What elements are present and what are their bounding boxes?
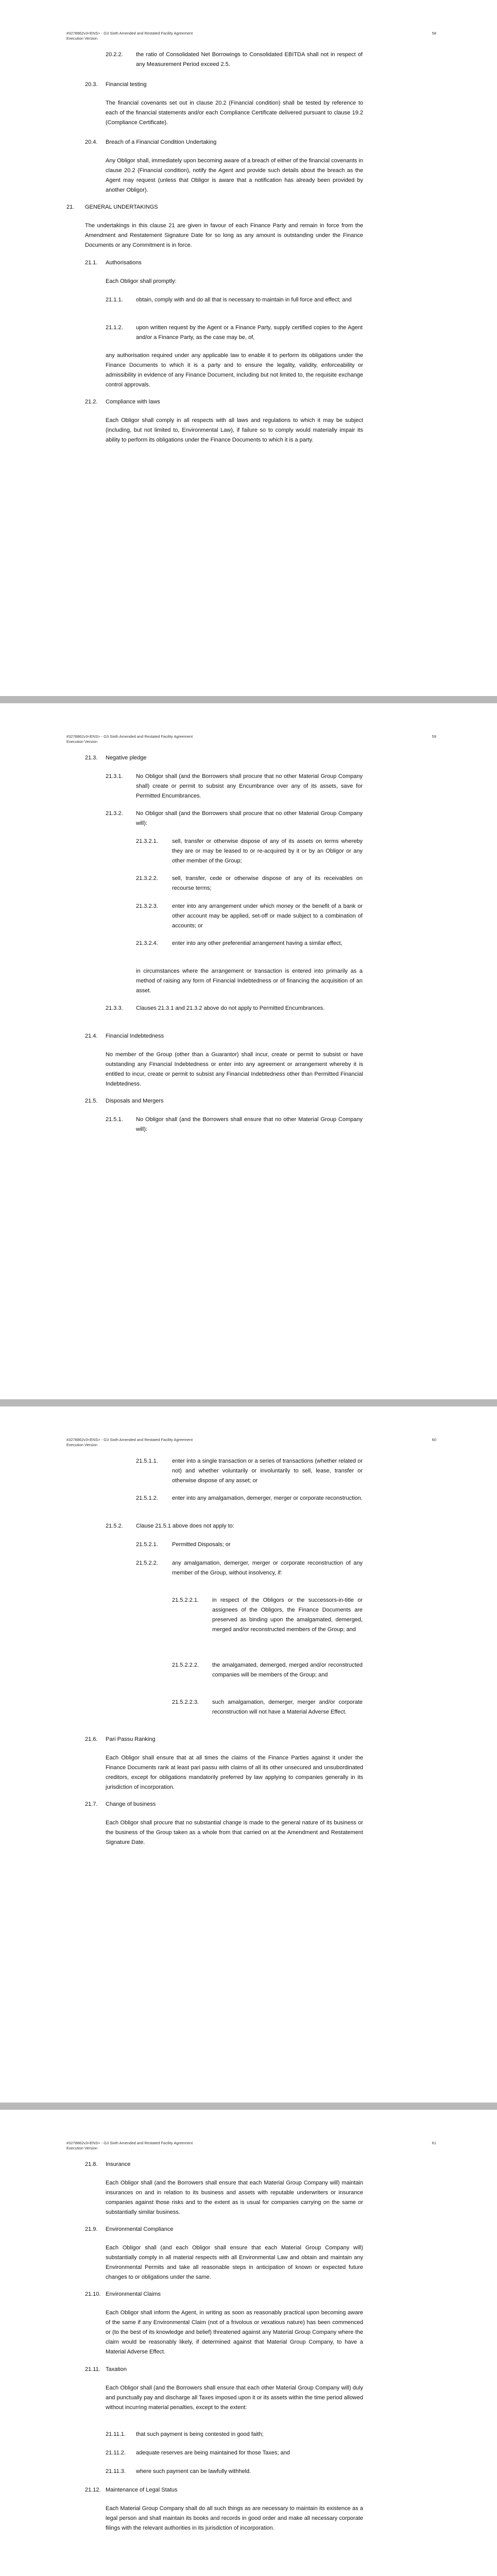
paragraph: in circumstances where the arrangement or transaction is entered into primarily as a method of raising any form of Financial Indebtedness or of financing the acquisition of an asset. <box>136 968 363 994</box>
clause-number: 21.5.2.2.1. <box>172 1597 199 1603</box>
paragraph: Each Obligor shall ensure that at all times the claims of the Finance Parties against it under the Finance Documents rank at least pari passu with claims of all its other unsecured and unsubordinated creditors, except for obligations mandatorily preferred by law applying to companies generally in its jurisdiction of incorporation. <box>106 1755 363 1790</box>
clause-heading: Maintenance of Legal Status <box>106 2487 178 2493</box>
paragraph: The financial covenants set out in clause 20.2 (Financial condition) shall be tested by reference to each of the financial statements and/or each Compliance Certificate delivered pursuant to clause 19.2 (Compliance Certificate). <box>106 100 363 126</box>
clause-heading: Environmental Compliance <box>106 2226 174 2232</box>
clause-heading: Environmental Claims <box>106 2291 161 2297</box>
clause-text: No Obligor shall (and the Borrowers shall procure that no other Material Group Company shall) create or permit to subsist any Encumbrance over any of its assets, save for Permitted Encumbrances. <box>136 773 363 799</box>
clause-number: 21.2. <box>85 399 98 405</box>
document-page <box>0 0 497 696</box>
clause-number: 21.1.2. <box>106 325 123 331</box>
paragraph: The undertakings in this clause 21 are given in favour of each Finance Party and remain in force from the Amendment and Restatement Signature Date for so long as any amount is outstanding under the Finance Documents or any Commitment is in force. <box>85 223 363 248</box>
clause-heading: Taxation <box>106 2366 127 2372</box>
paragraph: any authorisation required under any applicable law to enable it to perform its obligations under the Finance Documents to which it is a party and to ensure the legality, validity, enforceability or admissibility in evidence of any Finance Document, including but not limited to, the requisite exchange control approvals. <box>106 352 363 388</box>
clause-number: 21.10. <box>85 2291 101 2297</box>
clause-number: 20.3. <box>85 81 98 88</box>
clause-heading: Disposals and Mergers <box>106 1098 164 1104</box>
clause-number: 21.3.1. <box>106 773 123 779</box>
clause-number: 21.12. <box>85 2487 101 2493</box>
paragraph: Each Obligor shall procure that no substantial change is made to the general nature of its business or the business of the Group taken as a whole from that carried on at the Amendment and Restatement Signature Date. <box>106 1820 363 1845</box>
clause-text: that such payment is being contested in good faith; <box>136 2431 264 2437</box>
paragraph: Each Obligor shall promptly: <box>106 278 177 284</box>
clause-number: 21.4. <box>85 1033 98 1039</box>
version-label: Execution Version <box>66 2146 98 2150</box>
clause-text: the ratio of Consolidated Net Borrowings to Consolidated EBITDA shall not in respect of any Measurement Period exceed 2.5. <box>136 52 363 67</box>
paragraph: Any Obligor shall, immediately upon becoming aware of a breach of either of the financial covenants in clause 20.2 (Financial condition), notify the Agent and provide such details about the breach as the Agent may request (unless that Obligor is aware that a notification has already been provided by another Obligor). <box>106 158 363 193</box>
clause-text: adequate reserves are being maintained for those Taxes; and <box>136 2450 290 2456</box>
paragraph: Each Obligor shall (and the Borrowers shall ensure that each other Material Group Company will) duly and punctually pay and discharge all Taxes imposed upon it or its assets within the time period allowed without incurring material penalties, except to the extent: <box>106 2385 363 2411</box>
clause-text: enter into any arrangement under which money or the benefit of a bank or other account may be applied, set-off or made subject to a combination of accounts; or <box>172 903 363 929</box>
clause-text: enter into any other preferential arrangement having a similar effect, <box>172 940 342 946</box>
clause-heading: Financial testing <box>106 81 147 88</box>
clause-text: No Obligor shall (and the Borrowers shall ensure that no other Material Group Company will): <box>136 1116 363 1132</box>
clause-number: 20.2.2. <box>106 52 123 58</box>
clause-number: 21.5.2.1. <box>136 1541 158 1548</box>
paragraph: Each Obligor shall comply in all respects with all laws and regulations to which it may be subject (including, but not limited to, Environmental Law), if failure so to comply would materially impair its ability to perform its obligations under the Finance Documents to which it is a party. <box>106 417 363 443</box>
clause-number: 21.5.1. <box>106 1116 123 1123</box>
page-number: 60 <box>432 1437 436 1442</box>
paragraph: Each Obligor shall inform the Agent, in writing as soon as reasonably practical upon becoming aware of the same if any Environmental Claim (not of a frivolous or vexatious nature) has been commenced or (to the best of its knowledge and belief) threatened against any Material Group Company where the claim would be reasonably likely, if determined against that Material Group Company, to have a Material Adverse Effect. <box>106 2310 363 2355</box>
paragraph: No member of the Group (other than a Guarantor) shall incur, create or permit to subsist or have outstanding any Financial Indebtedness or enter into any agreement or arrangement whereby it is entitled to incur, create or permit to subsist any Financial Indebtedness other than Permitted Financial Indebtedness. <box>106 1052 363 1087</box>
version-label: Execution Version <box>66 1443 98 1447</box>
page-number: 58 <box>432 31 436 36</box>
document-reference: #3278862v3<ENS> - G3 Sixth Amended and Restated Facility Agreement <box>66 31 193 36</box>
clause-number: 21.5.2. <box>106 1523 123 1529</box>
document-reference: #3278862v3<ENS> - G3 Sixth Amended and Restated Facility Agreement <box>66 734 193 739</box>
clause-heading: Authorisations <box>106 260 142 266</box>
clause-text: Permitted Disposals; or <box>172 1541 231 1548</box>
clause-number: 21.7. <box>85 1801 98 1807</box>
clause-number: 21.8. <box>85 2161 98 2167</box>
clause-number: 21.3.2. <box>106 810 123 817</box>
paragraph: Each Obligor shall (and each Obligor shall ensure that each Material Group Company will) substantially comply in all material respects with all Environmental Law and obtain and maintain any Environmental Permits and take all reasonable steps in anticipation of known or expected future changes to or obligations under the same. <box>106 2245 363 2280</box>
clause-number: 21.11.3. <box>106 2468 126 2475</box>
paragraph: Each Obligor shall (and the Borrowers shall ensure that each Material Group Company will) maintain insurances on and in relation to its business and assets with reputable underwriters or insurance companies against those risks and to the extent as is usual for companies carrying on the same or substantially similar business. <box>106 2180 363 2215</box>
document-page <box>0 703 497 1399</box>
document-page <box>0 1406 497 2103</box>
clause-heading: Breach of a Financial Condition Undertaking <box>106 139 217 145</box>
clause-heading: Financial Indebtedness <box>106 1033 164 1039</box>
clause-text: enter into a single transaction or a series of transactions (whether related or not) and whether voluntarily or involuntarily to sell, lease, transfer or otherwise dispose of any asset; or <box>172 1458 363 1484</box>
page-number: 61 <box>432 2141 436 2145</box>
clause-number: 21.11. <box>85 2366 100 2372</box>
clause-heading: Pari Passu Ranking <box>106 1736 156 1742</box>
clause-text: such amalgamation, demerger, merger and/or corporate reconstruction will not have a Material Adverse Effect. <box>212 1699 363 1715</box>
clause-number: 21. <box>66 204 75 210</box>
clause-number: 21.11.2. <box>106 2450 126 2456</box>
clause-number: 21.5.1.1. <box>136 1458 158 1464</box>
document-page <box>0 2110 497 2576</box>
clause-number: 21.11.1. <box>106 2431 126 2437</box>
clause-text: enter into any amalgamation, demerger, merger or corporate reconstruction. <box>172 1495 363 1501</box>
clause-heading: Negative pledge <box>106 755 147 761</box>
page-header <box>66 31 436 41</box>
clause-text: Clauses 21.3.1 and 21.3.2 above do not apply to Permitted Encumbrances. <box>136 1005 325 1011</box>
page-header <box>66 1437 436 1448</box>
version-label: Execution Version <box>66 739 98 744</box>
document-reference: #3278862v3<ENS> - G3 Sixth Amended and Restated Facility Agreement <box>66 2141 193 2145</box>
clause-number: 21.3.2.2. <box>136 875 158 882</box>
clause-text: sell, transfer or otherwise dispose of any of its assets on terms whereby they are or may be leased to or re-acquired by it or by an Obligor or any other member of the Group; <box>172 838 363 864</box>
clause-number: 21.3.3. <box>106 1005 123 1011</box>
page-header <box>66 734 436 744</box>
clause-heading: Insurance <box>106 2161 131 2167</box>
clause-text: the amalgamated, demerged, merged and/or reconstructed companies will be members of the Group; and <box>212 1662 363 1678</box>
clause-number: 21.6. <box>85 1736 98 1742</box>
page-number: 59 <box>432 734 436 739</box>
clause-text: any amalgamation, demerger, merger or corporate reconstruction of any member of the Group, without insolvency, if: <box>172 1560 363 1576</box>
clause-text: upon written request by the Agent or a Finance Party, supply certified copies to the Agent and/or a Finance Party, as the case may be, of, <box>136 325 363 341</box>
clause-number: 21.3.2.4. <box>136 940 158 946</box>
version-label: Execution Version <box>66 36 98 41</box>
clause-number: 20.4. <box>85 139 98 145</box>
clause-text: obtain, comply with and do all that is necessary to maintain in full force and effect; and <box>136 297 352 303</box>
clause-text: in respect of the Obligors or the successors-in-title or assignees of the Obligors, the Finance Documents are preserved as binding upon the amalgamated, demerged, merged and/or reconstructed members of the Group; and <box>212 1597 363 1633</box>
clause-number: 21.1. <box>85 260 98 266</box>
clause-text: Clause 21.5.1 above does not apply to: <box>136 1523 234 1529</box>
clause-number: 21.3. <box>85 755 98 761</box>
clause-text: where such payment can be lawfully withheld. <box>136 2468 251 2475</box>
page-header <box>66 2141 436 2151</box>
clause-heading: Compliance with laws <box>106 399 160 405</box>
clause-number: 21.5.2.2.2. <box>172 1662 199 1668</box>
clause-text: sell, transfer, cede or otherwise dispose of any of its receivables on recourse terms; <box>172 875 363 891</box>
clause-number: 21.3.2.3. <box>136 903 158 909</box>
clause-number: 21.5.2.2. <box>136 1560 158 1566</box>
clause-number: 21.3.2.1. <box>136 838 158 844</box>
clause-number: 21.5. <box>85 1098 98 1104</box>
clause-heading: Change of business <box>106 1801 156 1807</box>
section-heading: GENERAL UNDERTAKINGS <box>85 204 158 210</box>
clause-number: 21.5.2.2.3. <box>172 1699 199 1705</box>
paragraph: Each Material Group Company shall do all such things as are necessary to maintain its existence as a legal person and shall maintain its books and records in good order and make all necessary corporate filings with the relevant authorities in its jurisdiction of incorporation. <box>106 2505 363 2531</box>
document-reference: #3278862v3<ENS> - G3 Sixth Amended and Restated Facility Agreement <box>66 1437 193 1442</box>
clause-number: 21.1.1. <box>106 297 123 303</box>
clause-number: 21.9. <box>85 2226 98 2232</box>
clause-number: 21.5.1.2. <box>136 1495 158 1501</box>
clause-text: No Obligor shall (and the Borrowers shall procure that no other Material Group Company will): <box>136 810 363 826</box>
